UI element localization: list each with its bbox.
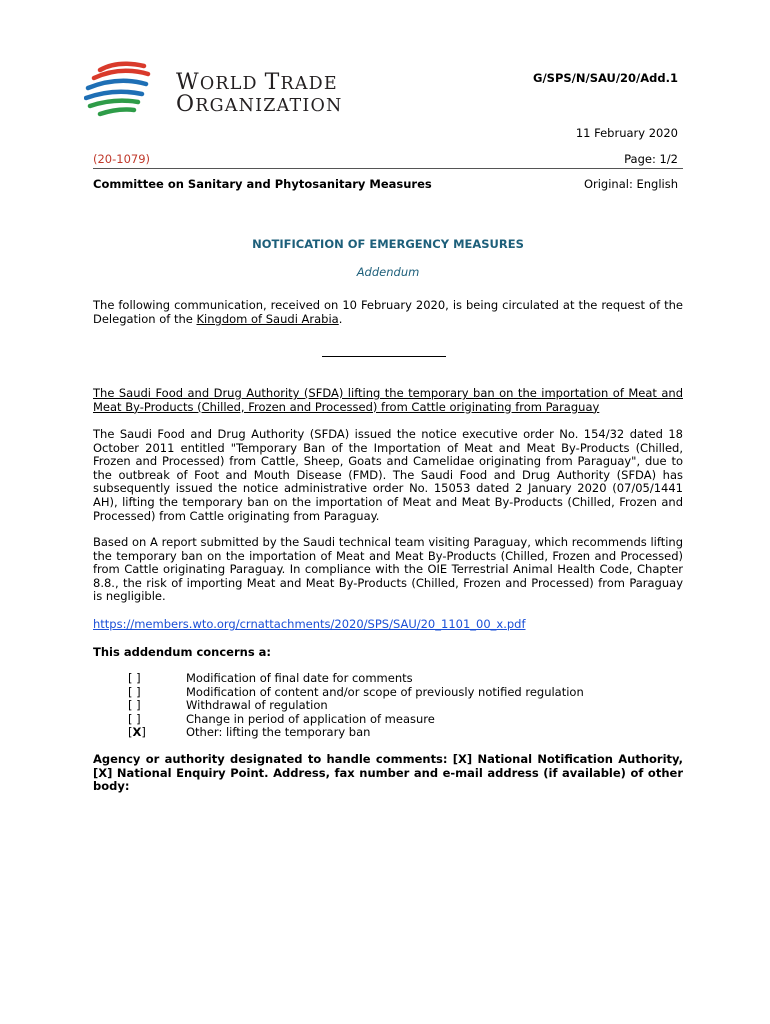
paragraph-1: The Saudi Food and Drug Authority (SFDA) issued the notice executive order No. 154/32 dated 18 October 2011 entitled "Temporary Ban of the Importation of Meat and Meat By-Products (Chilled, Frozen and Processed) from Cattle, Sheep, Goats and Camelidae originating from Paraguay", due to the outbreak of Foot and Mouth Disease (FMD). The Saudi Food and Drug Authority (SFDA) has subsequently issued the notice administrative order No. 15053 dated 2 January 2020 (07/05/1441 AH), lifting the temporary ban on the importation of Meat and Meat By-Products (Chilled, Frozen and Processed) from Cattle originating from Paraguay. — [93, 427, 683, 523]
wto-logo — [84, 56, 343, 128]
wto-logo-icon — [84, 56, 154, 128]
list-item-label: Change in period of application of measure — [186, 711, 435, 726]
notification-subtitle: Addendum — [356, 265, 420, 279]
notification-title: NOTIFICATION OF EMERGENCY MEASURES — [252, 237, 524, 251]
document-symbol: G/SPS/N/SAU/20/Add.1 — [533, 71, 678, 85]
list-item-label: Modification of final date for comments — [186, 671, 413, 685]
concerns-list — [128, 672, 584, 740]
country-name: Kingdom of Saudi Arabia — [196, 311, 339, 326]
list-item — [128, 699, 584, 713]
job-number: (20-1079) — [93, 152, 151, 166]
original-language: Original: English — [583, 177, 678, 191]
agency-paragraph: Agency or authority designated to handle comments: [X] National Notification Authority, [X] National Enquiry Point. Address, fax number and e-mail address (if available) of other body: — [93, 752, 683, 794]
list-item-label: Other: lifting the temporary ban — [186, 725, 371, 739]
header-divider — [93, 168, 683, 169]
list-item-label: Modification of content and/or scope of previously notified regulation — [186, 684, 584, 699]
committee-name: Committee on Sanitary and Phytosanitary Measures — [93, 177, 432, 191]
checkbox-marker-checked: [X] — [128, 725, 146, 739]
logo-line-2: ORGANIZATION — [176, 92, 343, 117]
intro-paragraph: The following communication, received on 10 February 2020, is being circulated at the request of the Delegation of the Kingdom of Saudi Arabia. — [93, 298, 683, 326]
checkbox-marker: [ ] — [128, 711, 141, 726]
list-item — [128, 686, 584, 700]
checkbox-marker: [ ] — [128, 698, 141, 712]
list-item — [128, 713, 584, 727]
measure-heading: The Saudi Food and Drug Authority (SFDA) lifting the temporary ban on the importation of Meat and Meat By-Products (Chilled, Frozen and Processed) from Cattle originating from Paraguay — [93, 386, 683, 414]
list-item-label: Withdrawal of regulation — [186, 698, 328, 712]
checkbox-marker: [ ] — [128, 684, 141, 699]
paragraph-2: Based on A report submitted by the Saudi technical team visiting Paraguay, which recommends lifting the temporary ban on the importation of Meat and Meat By-Products (Chilled, Frozen and Processed) from Cattle originating Paraguay. In compliance with the OIE Terrestrial Animal Health Code, Chapter 8.8., the risk of importing Meat and Meat By-Products (Chilled, Frozen and Processed) from Paraguay is negligible. — [93, 535, 683, 604]
logo-line-1: WORLD TRADE — [176, 70, 338, 95]
attachment-link[interactable]: https://members.wto.org/crnattachments/2020/SPS/SAU/20_1101_00_x.pdf — [93, 617, 526, 631]
concerns-label: This addendum concerns a: — [93, 645, 272, 659]
checkbox-marker: [ ] — [128, 671, 141, 685]
list-item — [128, 726, 584, 740]
page-number: Page: 1/2 — [624, 152, 678, 166]
section-divider — [322, 356, 446, 357]
list-item — [128, 672, 584, 686]
document-date: 11 February 2020 — [575, 126, 678, 140]
